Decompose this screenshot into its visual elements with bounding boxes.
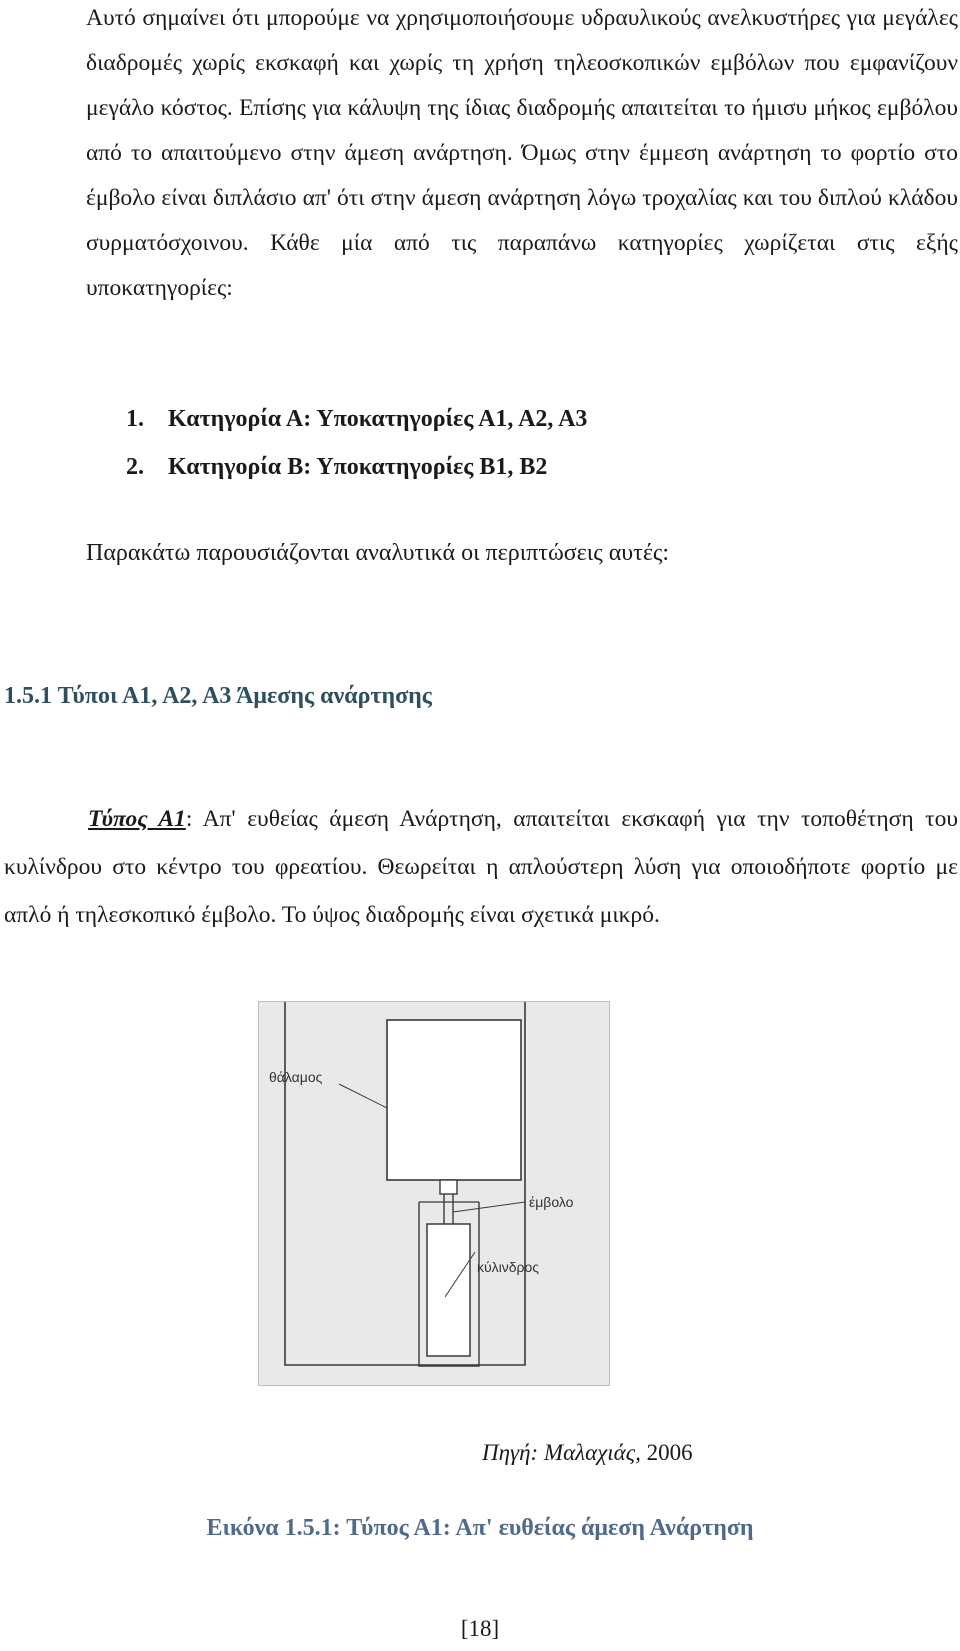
- type-a1-paragraph: [4, 795, 958, 939]
- list-item: [126, 443, 587, 491]
- diagram-drawing: [259, 1002, 609, 1385]
- list-item-text: Κατηγορία Β: Υποκατηγορίες Β1, Β2: [168, 454, 548, 480]
- piston-head: [440, 1180, 457, 1194]
- hydraulic-lift-diagram: [258, 1001, 610, 1386]
- type-label: Τύπος Α1: [88, 806, 186, 832]
- figure-source: [482, 1440, 693, 1466]
- cabin-leader-line: [339, 1084, 387, 1108]
- figure-caption: Εικόνα 1.5.1: Τύπος Α1: Απ' ευθείας άμεση Ανάρτηση: [206, 1515, 754, 1541]
- list-item-number: 2.: [126, 454, 144, 480]
- cylinder: [427, 1224, 470, 1356]
- type-description: : Απ' ευθείας άμεση Ανάρτηση, απαιτείται εκσκαφή για την τοποθέτηση του κυλίνδρου στο κέντρο του φρεατίου. Θεωρείται η απλούστερη λύση για οποιοδήποτε φορτίο με απλό ή τηλεσκοπικό έμβολο. Το ύψος διαδρομής είναι σχετικά μικρό.: [4, 806, 958, 928]
- body-paragraph: Αυτό σημαίνει ότι μπορούμε να χρησιμοποιήσουμε υδραυλικούς ανελκυστήρες για μεγάλες διαδρομές χωρίς εκσκαφή και χωρίς τη χρήση τηλεοσκοπικών εμβόλων που εμφανίζουν μεγάλο κόστος. Επίσης για κάλυψη της ίδιας διαδρομής απαιτείται το ήμισυ μήκος εμβόλου από το απαιτούμενο στην άμεση ανάρτηση. Όμως στην έμμεση ανάρτηση το φορτίο στο έμβολο είναι διπλάσιο απ' ότι στην άμεση ανάρτηση λόγω τροχαλίας και του διπλού κλάδου συρματόσχοινου. Κάθε μία από τις παραπάνω κατηγορίες χωρίζεται στις εξής υποκατηγορίες:: [86, 5, 958, 301]
- cabin-label: θάλαμος: [269, 1069, 323, 1085]
- section-heading: 1.5.1 Τύποι Α1, Α2, Α3 Άμεσης ανάρτησης: [4, 683, 432, 709]
- list-item-text: Κατηγορία Α: Υποκατηγορίες Α1, Α2, Α3: [168, 406, 588, 432]
- list-item-number: 1.: [126, 406, 144, 432]
- list-item: [126, 395, 587, 443]
- intro-line: Παρακάτω παρουσιάζονται αναλυτικά οι περιπτώσεις αυτές:: [86, 540, 670, 566]
- cabin: [387, 1020, 521, 1180]
- cylinder-label: κύλινδρος: [477, 1259, 540, 1275]
- category-list: [126, 395, 587, 491]
- page-number: [18]: [460, 1616, 500, 1641]
- source-label: Πηγή: [482, 1440, 531, 1465]
- source-author: : Μαλαχιάς,: [530, 1440, 641, 1465]
- piston-label: έμβολο: [529, 1194, 574, 1210]
- piston-leader-line: [453, 1202, 525, 1212]
- source-year: 2006: [640, 1440, 693, 1465]
